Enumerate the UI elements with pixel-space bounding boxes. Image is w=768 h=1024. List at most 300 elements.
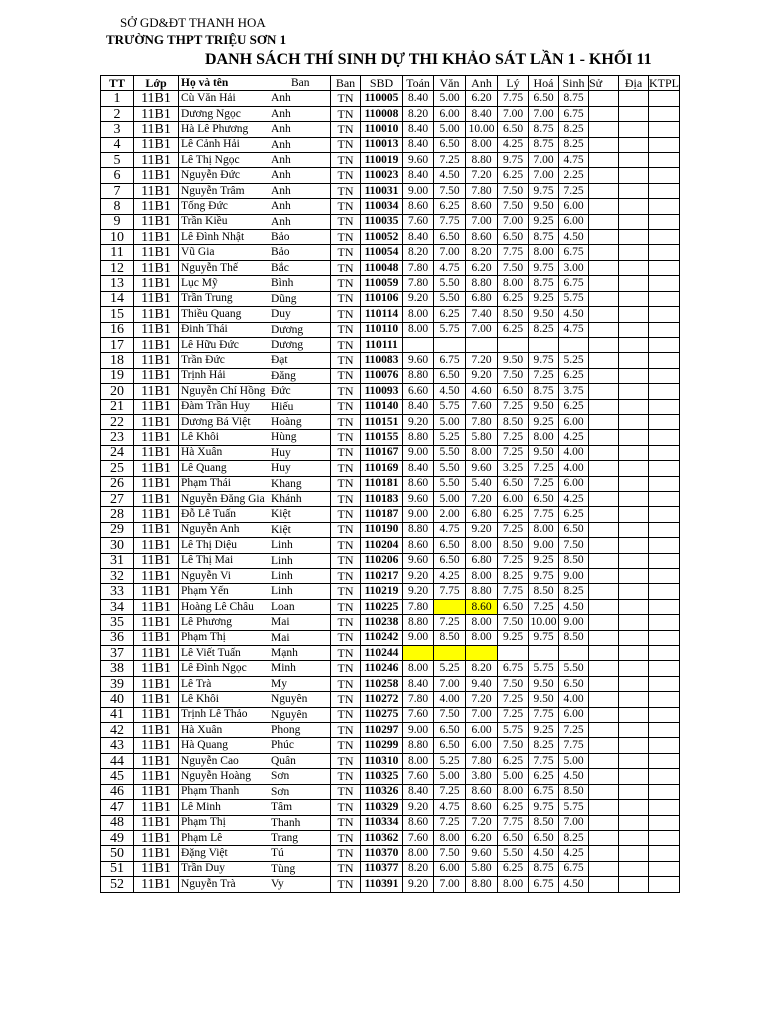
cell-sbd: 110054: [361, 245, 403, 260]
cell-tt: 21: [101, 399, 134, 414]
cell-hoa: 8.25: [529, 738, 559, 753]
cell-su: [589, 430, 619, 445]
student-ban-inner: Vy: [271, 878, 284, 891]
header-dia: Địa: [619, 76, 649, 91]
student-ban-inner: Linh: [271, 539, 293, 552]
student-ban-inner: Dương: [271, 338, 304, 351]
cell-ly: 7.25: [498, 430, 529, 445]
student-name: Trần Trung: [181, 292, 233, 305]
cell-van: 5.50: [434, 476, 466, 491]
cell-hoa: 9.00: [529, 538, 559, 553]
student-name: Hà Quang: [181, 739, 228, 752]
table-row: [101, 676, 680, 691]
cell-anh: 5.80: [466, 861, 498, 876]
cell-dia: [619, 461, 649, 476]
table-row: [101, 168, 680, 183]
cell-van: 7.25: [434, 784, 466, 799]
cell-sbd: 110310: [361, 753, 403, 768]
cell-sbd: 110034: [361, 199, 403, 214]
cell-dia: [619, 399, 649, 414]
cell-toan: 9.00: [403, 183, 434, 198]
cell-name: [179, 322, 331, 337]
cell-van: 5.75: [434, 322, 466, 337]
cell-toan: 8.80: [403, 738, 434, 753]
cell-lop: 11B1: [134, 384, 179, 399]
cell-ly: 8.00: [498, 784, 529, 799]
cell-ban: TN: [331, 399, 361, 414]
cell-ban: TN: [331, 91, 361, 106]
cell-ly: 6.25: [498, 507, 529, 522]
cell-name: [179, 291, 331, 306]
cell-anh: [466, 646, 498, 661]
cell-sinh: 4.50: [559, 599, 589, 614]
cell-tt: 52: [101, 877, 134, 892]
table-row: [101, 723, 680, 738]
table-row: [101, 769, 680, 784]
cell-sinh: 4.50: [559, 230, 589, 245]
student-name: Phạm Lê: [181, 831, 223, 844]
cell-anh: 7.80: [466, 183, 498, 198]
cell-ban: TN: [331, 753, 361, 768]
cell-name: [179, 91, 331, 106]
cell-toan: [403, 337, 434, 352]
cell-ban: TN: [331, 230, 361, 245]
cell-lop: 11B1: [134, 738, 179, 753]
cell-name: [179, 507, 331, 522]
cell-lop: 11B1: [134, 769, 179, 784]
cell-ktpl: [649, 599, 680, 614]
cell-van: 6.50: [434, 738, 466, 753]
cell-ban: TN: [331, 260, 361, 275]
cell-lop: 11B1: [134, 230, 179, 245]
cell-su: [589, 538, 619, 553]
cell-toan: 9.20: [403, 584, 434, 599]
cell-su: [589, 384, 619, 399]
table-row: [101, 646, 680, 661]
cell-tt: 49: [101, 830, 134, 845]
cell-tt: 40: [101, 692, 134, 707]
student-ban-inner: Hùng: [271, 431, 297, 444]
table-row: [101, 522, 680, 537]
cell-van: 5.50: [434, 276, 466, 291]
cell-ly: 7.75: [498, 245, 529, 260]
cell-sinh: [559, 337, 589, 352]
cell-sbd: 110031: [361, 183, 403, 198]
student-name: Lê Phương: [181, 615, 232, 628]
cell-su: [589, 584, 619, 599]
table-row: [101, 738, 680, 753]
table-row: [101, 753, 680, 768]
cell-ly: 8.50: [498, 414, 529, 429]
cell-name: [179, 538, 331, 553]
cell-anh: 8.40: [466, 106, 498, 121]
cell-lop: 11B1: [134, 599, 179, 614]
student-name: Lê Minh: [181, 800, 221, 813]
cell-hoa: 7.00: [529, 153, 559, 168]
cell-sbd: 110010: [361, 122, 403, 137]
cell-tt: 20: [101, 384, 134, 399]
cell-toan: 9.20: [403, 414, 434, 429]
cell-toan: 9.00: [403, 723, 434, 738]
cell-ban: TN: [331, 183, 361, 198]
cell-sinh: 8.25: [559, 122, 589, 137]
student-name: Phạm Thị: [181, 631, 226, 644]
cell-hoa: 7.00: [529, 168, 559, 183]
table-row: [101, 476, 680, 491]
cell-name: [179, 137, 331, 152]
table-row: [101, 137, 680, 152]
table-row: [101, 461, 680, 476]
cell-name: [179, 430, 331, 445]
cell-lop: 11B1: [134, 861, 179, 876]
student-ban-inner: Mai: [271, 616, 290, 629]
student-ban-inner: Thanh: [271, 816, 301, 829]
cell-su: [589, 137, 619, 152]
cell-tt: 51: [101, 861, 134, 876]
student-ban-inner: Sơn: [271, 770, 290, 783]
cell-toan: 8.40: [403, 168, 434, 183]
table-row: [101, 615, 680, 630]
cell-name: [179, 168, 331, 183]
student-ban-inner: Bắc: [271, 261, 289, 274]
cell-anh: 3.80: [466, 769, 498, 784]
cell-toan: 8.60: [403, 538, 434, 553]
cell-ktpl: [649, 522, 680, 537]
cell-toan: 8.80: [403, 615, 434, 630]
cell-van: 6.50: [434, 723, 466, 738]
cell-ban: TN: [331, 800, 361, 815]
cell-lop: 11B1: [134, 445, 179, 460]
cell-sinh: 6.75: [559, 245, 589, 260]
cell-name: [179, 723, 331, 738]
cell-ban: TN: [331, 245, 361, 260]
cell-sbd: 110272: [361, 692, 403, 707]
cell-sinh: 6.50: [559, 522, 589, 537]
cell-sinh: 6.75: [559, 276, 589, 291]
cell-su: [589, 368, 619, 383]
student-name: Nguyễn Thế: [181, 261, 238, 274]
cell-sinh: 4.25: [559, 846, 589, 861]
student-name: Nguyễn Vi: [181, 569, 231, 582]
cell-ktpl: [649, 861, 680, 876]
cell-name: [179, 153, 331, 168]
cell-sinh: 4.00: [559, 692, 589, 707]
cell-tt: 12: [101, 260, 134, 275]
student-name: Đinh Thái: [181, 323, 228, 336]
cell-lop: 11B1: [134, 538, 179, 553]
table-row: [101, 291, 680, 306]
cell-toan: 9.00: [403, 507, 434, 522]
cell-dia: [619, 291, 649, 306]
cell-ktpl: [649, 199, 680, 214]
student-name: Trần Đức: [181, 354, 225, 367]
cell-dia: [619, 538, 649, 553]
cell-lop: 11B1: [134, 723, 179, 738]
cell-ban: TN: [331, 676, 361, 691]
cell-ban: TN: [331, 646, 361, 661]
cell-tt: 18: [101, 353, 134, 368]
table-row: [101, 230, 680, 245]
cell-dia: [619, 199, 649, 214]
cell-name: [179, 414, 331, 429]
header-hoa: Hoá: [529, 76, 559, 91]
table-row: [101, 91, 680, 106]
table-row: [101, 692, 680, 707]
cell-su: [589, 692, 619, 707]
cell-ly: 7.00: [498, 214, 529, 229]
cell-tt: 45: [101, 769, 134, 784]
cell-van: 7.00: [434, 877, 466, 892]
cell-sbd: 110217: [361, 569, 403, 584]
cell-tt: 6: [101, 168, 134, 183]
cell-anh: 7.20: [466, 491, 498, 506]
cell-ktpl: [649, 476, 680, 491]
cell-name: [179, 461, 331, 476]
student-ban-inner: Mai: [271, 631, 290, 644]
cell-su: [589, 646, 619, 661]
student-ban-inner: Duy: [271, 308, 291, 321]
cell-tt: 46: [101, 784, 134, 799]
cell-su: [589, 800, 619, 815]
student-ban-inner: Anh: [271, 92, 291, 105]
cell-ban: TN: [331, 553, 361, 568]
cell-sinh: 3.00: [559, 260, 589, 275]
student-ban-inner: Tâm: [271, 801, 293, 814]
cell-toan: 8.00: [403, 322, 434, 337]
student-ban-inner: Kiệt: [271, 508, 291, 521]
cell-sinh: 7.25: [559, 183, 589, 198]
cell-tt: 15: [101, 307, 134, 322]
cell-anh: 7.00: [466, 707, 498, 722]
cell-tt: 34: [101, 599, 134, 614]
cell-van: 5.25: [434, 430, 466, 445]
cell-tt: 30: [101, 538, 134, 553]
cell-dia: [619, 769, 649, 784]
student-ban-inner: Linh: [271, 585, 293, 598]
table-row: [101, 384, 680, 399]
cell-su: [589, 877, 619, 892]
cell-hoa: 5.75: [529, 661, 559, 676]
cell-sinh: 9.00: [559, 615, 589, 630]
cell-toan: 8.40: [403, 122, 434, 137]
cell-ly: 6.50: [498, 476, 529, 491]
student-ban-inner: Anh: [271, 215, 291, 228]
cell-su: [589, 91, 619, 106]
cell-sbd: 110297: [361, 723, 403, 738]
student-name: Lục Mỹ: [181, 276, 218, 289]
student-ban-inner: Minh: [271, 662, 296, 675]
cell-van: 7.00: [434, 245, 466, 260]
cell-sbd: 110326: [361, 784, 403, 799]
cell-su: [589, 769, 619, 784]
cell-dia: [619, 476, 649, 491]
cell-lop: 11B1: [134, 815, 179, 830]
cell-toan: 7.60: [403, 707, 434, 722]
cell-van: 5.00: [434, 91, 466, 106]
cell-name: [179, 646, 331, 661]
cell-ly: 6.25: [498, 800, 529, 815]
cell-sinh: 6.00: [559, 414, 589, 429]
cell-ly: 6.25: [498, 291, 529, 306]
cell-sbd: 110052: [361, 230, 403, 245]
cell-ly: 8.25: [498, 569, 529, 584]
cell-ly: 9.75: [498, 153, 529, 168]
cell-tt: 11: [101, 245, 134, 260]
cell-van: 8.50: [434, 630, 466, 645]
cell-sbd: 110377: [361, 861, 403, 876]
cell-van: 6.50: [434, 368, 466, 383]
cell-ktpl: [649, 646, 680, 661]
student-ban-inner: Anh: [271, 138, 291, 151]
cell-dia: [619, 553, 649, 568]
cell-toan: 7.80: [403, 692, 434, 707]
student-ban-inner: Hiếu: [271, 400, 294, 413]
student-ban-inner: Quân: [271, 754, 296, 767]
cell-ktpl: [649, 738, 680, 753]
cell-van: 5.25: [434, 661, 466, 676]
cell-van: [434, 599, 466, 614]
student-ban-inner: Tùng: [271, 862, 296, 875]
cell-anh: 8.80: [466, 153, 498, 168]
cell-su: [589, 461, 619, 476]
cell-van: 7.00: [434, 676, 466, 691]
cell-ktpl: [649, 846, 680, 861]
student-name: Hoàng Lê Châu: [181, 600, 254, 613]
cell-hoa: [529, 337, 559, 352]
cell-tt: 25: [101, 461, 134, 476]
cell-name: [179, 846, 331, 861]
cell-ktpl: [649, 430, 680, 445]
cell-ban: TN: [331, 122, 361, 137]
cell-anh: 9.20: [466, 522, 498, 537]
student-name: Nguyễn Anh: [181, 523, 240, 536]
cell-ktpl: [649, 615, 680, 630]
student-name: Vũ Gia: [181, 246, 215, 259]
cell-anh: 8.60: [466, 784, 498, 799]
student-ban-inner: Bình: [271, 277, 294, 290]
cell-tt: 19: [101, 368, 134, 383]
cell-su: [589, 661, 619, 676]
student-name: Phạm Yến: [181, 585, 229, 598]
cell-ktpl: [649, 291, 680, 306]
student-name: Lê Thị Diệu: [181, 538, 237, 551]
cell-ly: 6.75: [498, 661, 529, 676]
cell-su: [589, 260, 619, 275]
cell-su: [589, 276, 619, 291]
cell-toan: 8.00: [403, 846, 434, 861]
cell-anh: 7.60: [466, 399, 498, 414]
cell-van: 7.50: [434, 183, 466, 198]
cell-sinh: 4.25: [559, 430, 589, 445]
cell-anh: 8.60: [466, 599, 498, 614]
cell-anh: 7.20: [466, 168, 498, 183]
table-row: [101, 877, 680, 892]
cell-ktpl: [649, 307, 680, 322]
cell-lop: 11B1: [134, 800, 179, 815]
student-ban-inner: Loan: [271, 600, 295, 613]
student-name: Lê Đình Nhật: [181, 230, 245, 243]
cell-sinh: 8.50: [559, 630, 589, 645]
cell-tt: 14: [101, 291, 134, 306]
cell-toan: 8.40: [403, 137, 434, 152]
cell-name: [179, 569, 331, 584]
cell-name: [179, 491, 331, 506]
cell-hoa: 6.50: [529, 491, 559, 506]
cell-anh: 9.20: [466, 368, 498, 383]
cell-lop: 11B1: [134, 692, 179, 707]
table-row: [101, 846, 680, 861]
cell-dia: [619, 661, 649, 676]
cell-su: [589, 569, 619, 584]
cell-ktpl: [649, 168, 680, 183]
student-ban-inner: Khánh: [271, 492, 302, 505]
cell-anh: 6.80: [466, 291, 498, 306]
student-ban-inner: Tú: [271, 847, 284, 860]
cell-van: 7.50: [434, 707, 466, 722]
cell-sbd: 110083: [361, 353, 403, 368]
cell-lop: 11B1: [134, 830, 179, 845]
cell-tt: 2: [101, 106, 134, 121]
cell-sbd: 110035: [361, 214, 403, 229]
cell-hoa: 8.00: [529, 245, 559, 260]
cell-anh: 7.20: [466, 353, 498, 368]
cell-lop: 11B1: [134, 322, 179, 337]
cell-sinh: 4.50: [559, 769, 589, 784]
student-name: Lê Khôi: [181, 431, 220, 444]
cell-tt: 41: [101, 707, 134, 722]
cell-tt: 13: [101, 276, 134, 291]
table-row: [101, 569, 680, 584]
school-name: TRƯỜNG THPT TRIỆU SƠN 1: [106, 32, 287, 47]
table-row: [101, 815, 680, 830]
cell-ktpl: [649, 399, 680, 414]
cell-anh: 8.60: [466, 199, 498, 214]
cell-lop: 11B1: [134, 353, 179, 368]
cell-ktpl: [649, 569, 680, 584]
cell-dia: [619, 230, 649, 245]
cell-van: [434, 646, 466, 661]
cell-ban: TN: [331, 414, 361, 429]
cell-su: [589, 615, 619, 630]
cell-dia: [619, 430, 649, 445]
student-name: Trịnh Hải: [181, 369, 226, 382]
cell-ban: TN: [331, 522, 361, 537]
cell-dia: [619, 800, 649, 815]
cell-sinh: 7.25: [559, 723, 589, 738]
cell-toan: 9.60: [403, 353, 434, 368]
header-lop: Lớp: [134, 76, 179, 91]
student-name: Trần Duy: [181, 862, 225, 875]
cell-toan: 8.80: [403, 522, 434, 537]
cell-anh: 6.20: [466, 91, 498, 106]
table-row: [101, 830, 680, 845]
table-row: [101, 183, 680, 198]
cell-van: 6.00: [434, 106, 466, 121]
student-name: Dương Ngọc: [181, 107, 241, 120]
cell-tt: 16: [101, 322, 134, 337]
cell-toan: 8.60: [403, 199, 434, 214]
cell-sbd: 110106: [361, 291, 403, 306]
cell-ban: TN: [331, 322, 361, 337]
cell-van: 7.75: [434, 214, 466, 229]
cell-sinh: 8.25: [559, 584, 589, 599]
cell-name: [179, 707, 331, 722]
table-row: [101, 584, 680, 599]
cell-su: [589, 445, 619, 460]
student-name: Nguyễn Hoàng: [181, 769, 251, 782]
cell-tt: 1: [101, 91, 134, 106]
cell-dia: [619, 877, 649, 892]
